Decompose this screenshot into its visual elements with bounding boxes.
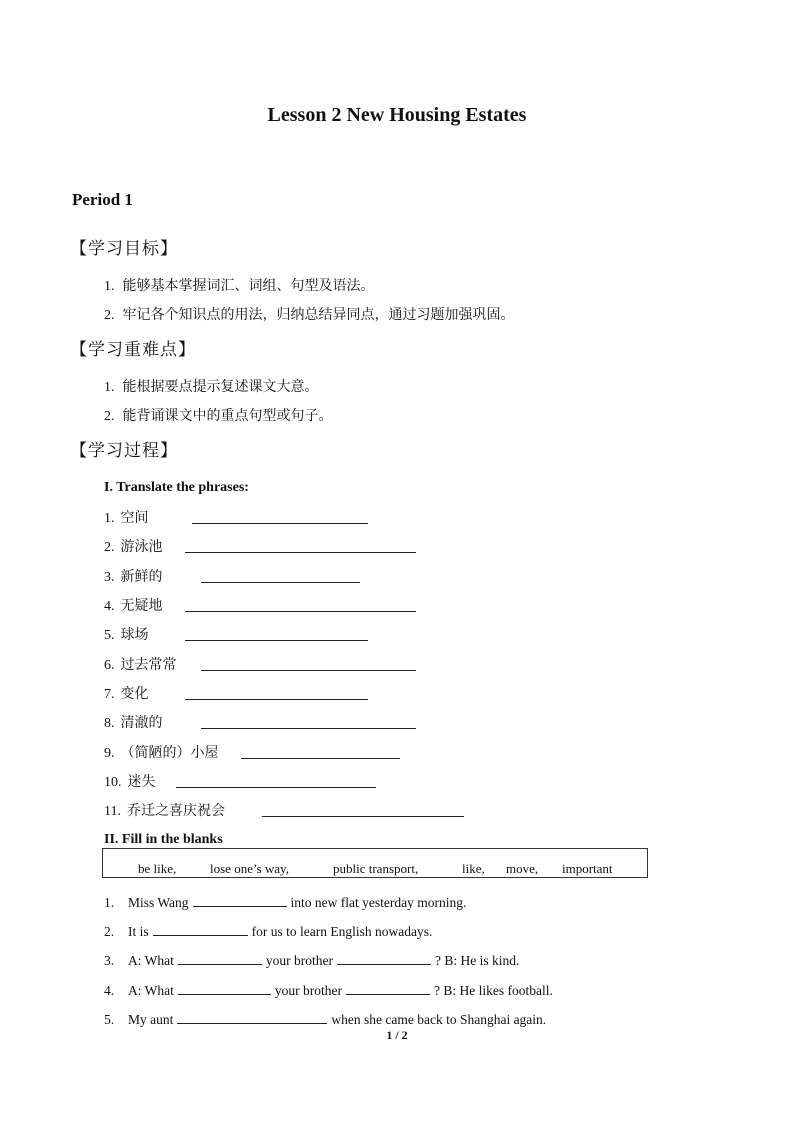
- question-text: into new flat yesterday morning.: [290, 895, 467, 910]
- phrase-item: [104, 507, 149, 527]
- key-point-item: [104, 376, 319, 396]
- answer-blank[interactable]: [177, 1009, 327, 1024]
- fill-question: [104, 1009, 546, 1029]
- phrase-text: 乔迁之喜庆祝会: [126, 803, 225, 819]
- phrase-text: 变化: [120, 686, 149, 702]
- phrase-text: 无疑地: [120, 598, 163, 614]
- phrase-item: [104, 595, 163, 615]
- phrase-number: 3.: [104, 570, 115, 585]
- question-text: My aunt: [128, 1012, 174, 1027]
- goal-item: [104, 304, 515, 324]
- question-number: 4.: [104, 983, 115, 998]
- question-text: ? B: He likes football.: [433, 983, 553, 998]
- period-heading: Period 1: [72, 190, 133, 209]
- section-goals-heading: 【学习目标】: [70, 239, 178, 259]
- fill-question: [104, 950, 519, 970]
- phrase-number: 7.: [104, 687, 115, 702]
- phrase-answer-blank[interactable]: [201, 654, 416, 671]
- phrase-number: 11.: [104, 804, 121, 819]
- phrase-number: 6.: [104, 658, 115, 673]
- part2-heading: II. Fill in the blanks: [104, 832, 223, 847]
- page-title: Lesson 2 New Housing Estates: [267, 104, 527, 126]
- question-number: 3.: [104, 953, 115, 968]
- phrase-answer-blank[interactable]: [241, 742, 400, 759]
- phrase-item: [104, 771, 156, 791]
- phrase-answer-blank[interactable]: [192, 507, 368, 524]
- phrase-text: 游泳池: [120, 539, 163, 555]
- word-bank-item: public transport,: [333, 861, 419, 876]
- word-bank-item: lose one’s way,: [210, 861, 289, 876]
- phrase-item: [104, 800, 225, 820]
- phrase-number: 2.: [104, 540, 115, 555]
- phrase-item: [104, 683, 149, 703]
- phrase-answer-blank[interactable]: [185, 683, 368, 700]
- goal-item: [104, 275, 375, 295]
- question-number: 2.: [104, 924, 115, 939]
- phrase-text: （简陋的）小屋: [120, 745, 219, 761]
- question-text: your brother: [274, 983, 342, 998]
- question-text: Miss Wang: [128, 895, 189, 910]
- part1-heading: I. Translate the phrases:: [104, 480, 249, 495]
- question-number: 1.: [104, 895, 115, 910]
- phrase-number: 1.: [104, 511, 115, 526]
- key-point-number: 2.: [104, 409, 115, 424]
- question-text: It is: [128, 924, 149, 939]
- answer-blank[interactable]: [346, 980, 430, 995]
- question-text: ? B: He is kind.: [434, 953, 520, 968]
- key-point-text: 能根据要点提示复述课文大意。: [122, 379, 319, 395]
- phrase-answer-blank[interactable]: [262, 800, 464, 817]
- phrase-number: 10.: [104, 775, 122, 790]
- key-point-number: 1.: [104, 380, 115, 395]
- key-point-text: 能背诵课文中的重点句型或句子。: [122, 408, 333, 424]
- phrase-text: 空间: [120, 510, 149, 526]
- goal-number: 2.: [104, 308, 115, 323]
- phrase-answer-blank[interactable]: [201, 712, 416, 729]
- phrase-item: [104, 624, 149, 644]
- phrase-answer-blank[interactable]: [201, 566, 360, 583]
- question-text: your brother: [265, 953, 333, 968]
- answer-blank[interactable]: [178, 980, 271, 995]
- phrase-text: 清澈的: [120, 715, 163, 731]
- phrase-item: [104, 566, 163, 586]
- word-bank-item: important: [562, 861, 613, 876]
- phrase-number: 4.: [104, 599, 115, 614]
- phrase-answer-blank[interactable]: [185, 536, 416, 553]
- goal-text: 能够基本掌握词汇、词组、句型及语法。: [122, 278, 375, 294]
- phrase-number: 9.: [104, 746, 115, 761]
- phrase-number: 5.: [104, 628, 115, 643]
- phrase-answer-blank[interactable]: [176, 771, 376, 788]
- phrase-item: [104, 712, 163, 732]
- section-key-points-heading: 【学习重难点】: [70, 340, 196, 360]
- phrase-item: [104, 654, 177, 674]
- word-bank-item: move,: [506, 861, 539, 876]
- fill-question: [104, 980, 553, 1000]
- phrase-answer-blank[interactable]: [185, 624, 368, 641]
- phrase-number: 8.: [104, 716, 115, 731]
- key-point-item: [104, 405, 333, 425]
- word-bank-item: be like,: [138, 861, 177, 876]
- section-process-heading: 【学习过程】: [70, 441, 178, 461]
- answer-blank[interactable]: [178, 950, 262, 965]
- goal-number: 1.: [104, 279, 115, 294]
- page-number: 1 / 2: [386, 1028, 408, 1042]
- word-bank-item: like,: [462, 861, 485, 876]
- phrase-text: 迷失: [127, 774, 156, 790]
- answer-blank[interactable]: [193, 892, 287, 907]
- phrase-item: [104, 536, 163, 556]
- phrase-text: 新鲜的: [120, 569, 163, 585]
- question-text: A: What: [128, 953, 174, 968]
- phrase-text: 过去常常: [120, 657, 177, 673]
- fill-question: [104, 921, 432, 941]
- phrase-answer-blank[interactable]: [185, 595, 416, 612]
- phrase-text: 球场: [120, 627, 149, 643]
- question-number: 5.: [104, 1012, 115, 1027]
- phrase-item: [104, 742, 219, 762]
- answer-blank[interactable]: [337, 950, 431, 965]
- question-text: for us to learn English nowadays.: [251, 924, 433, 939]
- question-text: A: What: [128, 983, 174, 998]
- goal-text: 牢记各个知识点的用法，归纳总结异同点，通过习题加强巩固。: [122, 307, 515, 323]
- answer-blank[interactable]: [153, 921, 248, 936]
- fill-question: [104, 892, 466, 912]
- question-text: when she came back to Shanghai again.: [331, 1012, 547, 1027]
